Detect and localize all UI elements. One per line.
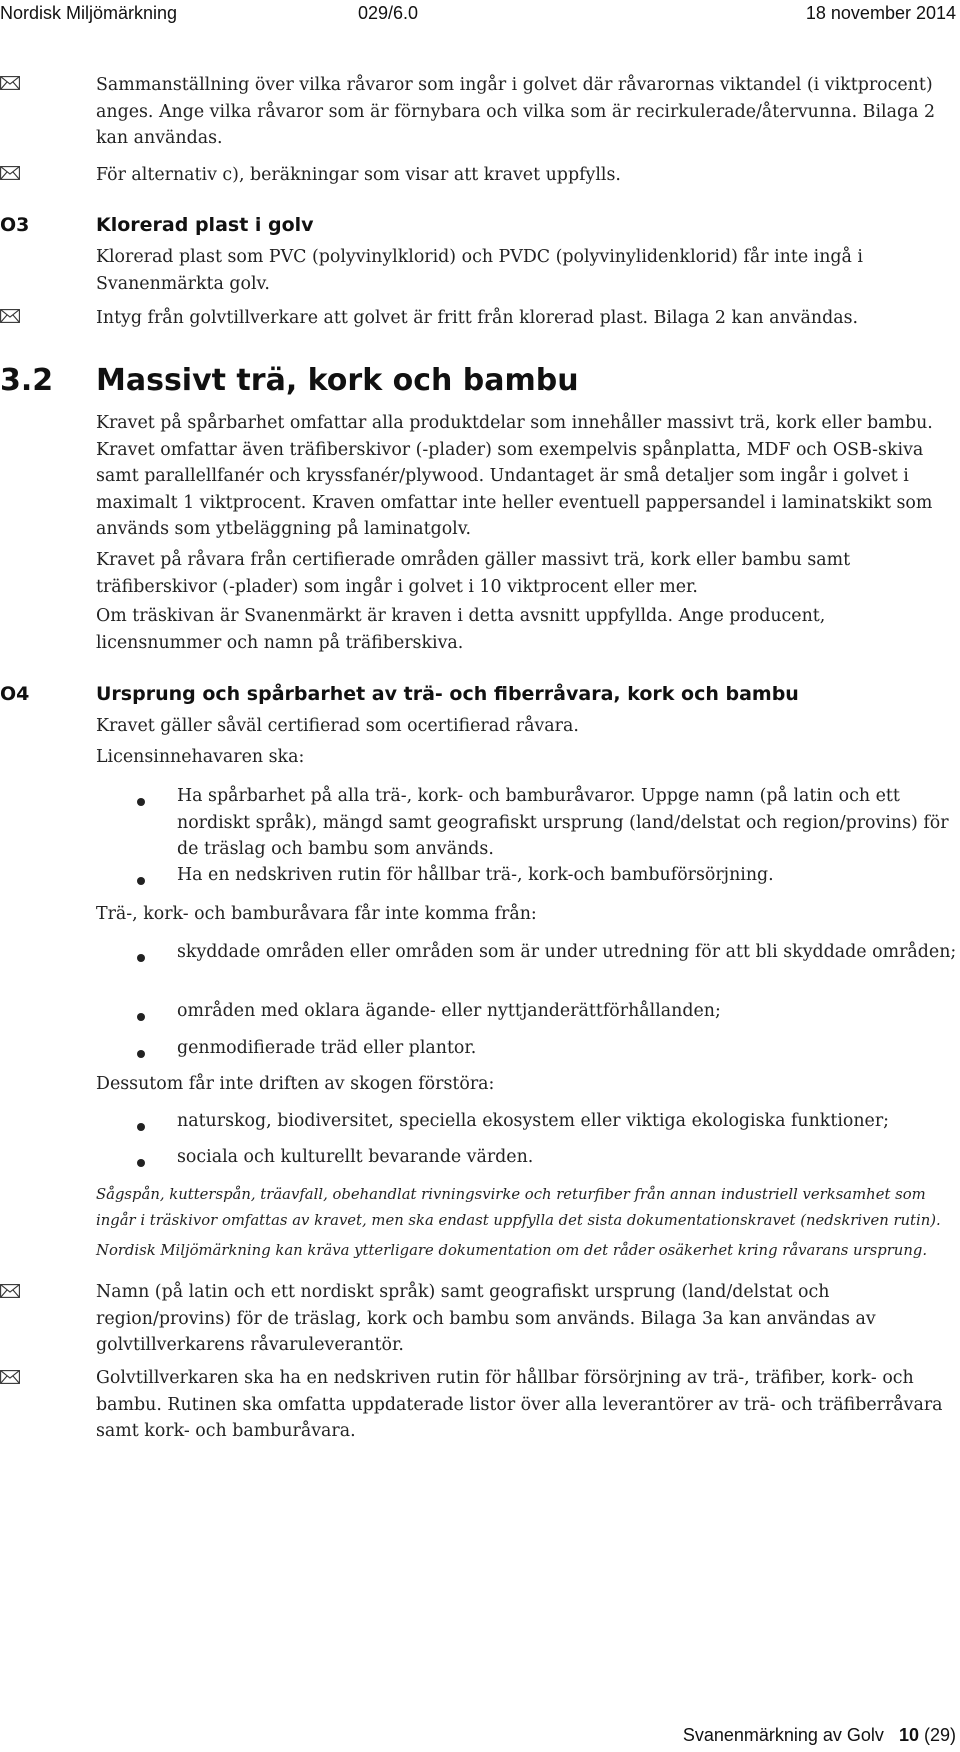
footer-page-total: (29): [923, 1725, 956, 1745]
header-organization: Nordisk Miljömärkning: [0, 3, 178, 23]
header-date: 18 november 2014: [805, 3, 956, 23]
section-paragraph: Kravet på spårbarhet omfattar alla produktdelar som innehåller massivt trä, kork eller bambu. Kravet omfattar även träfiberskivor (-plader) som exempelvis spånplatta, MDF och OSB-skiva samt parallellfanér och kryssfanér/plywood. Undantaget är små detaljer som ingår i golvet i maximalt 1 viktprocent. Kraven omfattar inte heller eventuell pappersandel i laminatskikt som används som ytbeläggning på laminatgolv.: [96, 413, 933, 539]
bullet-icon: [137, 954, 145, 962]
envelope-icon: [0, 76, 20, 90]
page-footer: [683, 1725, 956, 1746]
requirement-text: Klorerad plast som PVC (polyvinylklorid) och PVDC (polyvinylidenklorid) får inte ingå i Svanenmärkta golv.: [96, 247, 863, 294]
documentation-item: Sammanställning över vilka råvaror som ingår i golvet där råvarornas viktandel (i viktprocent) anges. Ange vilka råvaror som är förnybara och vilka som är recirkulerade/återvunna. Bilaga 2 kan användas.: [96, 75, 936, 148]
list-item: Ha spårbarhet på alla trä-, kork- och bamburåvaror. Uppge namn (på latin och ett nordiskt språk), mängd samt geografiskt ursprung (land/delstat och region/provins) för de träslag och bambu som används.: [177, 786, 949, 859]
italic-note: Sågspån, kutterspån, träavfall, obehandlat rivningsvirke och returfiber från annan industriell verksamhet som ingår i träskivor omfattas av kravet, men ska endast uppfylla det sista dokumentationskravet (nedskriven rutin).: [96, 1186, 941, 1229]
documentation-item: Intyg från golvtillverkare att golvet är fritt från klorerad plast. Bilaga 2 kan användas.: [96, 308, 859, 328]
section-paragraph: Kravet på råvara från certifierade områden gäller massivt trä, kork eller bambu samt träfiberskivor (-plader) som ingår i golvet i 10 viktprocent eller mer.: [96, 550, 851, 597]
section-paragraph: Om träskivan är Svanenmärkt är kraven i detta avsnitt uppfyllda. Ange producent, licensnummer och namn på träfiberskiva.: [96, 606, 826, 653]
bullet-icon: [137, 1159, 145, 1167]
bullet-icon: [137, 1123, 145, 1131]
requirement-id: O4: [0, 683, 30, 705]
footer-page-number: 10: [898, 1725, 919, 1745]
page-header: [0, 0, 960, 30]
documentation-item: Namn (på latin och ett nordiskt språk) samt geografiskt ursprung (land/delstat och region/provins) för de träslag, kork och bambu som används. Bilaga 3a kan användas av golvtillverkarens råvaruleverantör.: [96, 1282, 876, 1355]
list-item: genmodifierade träd eller plantor.: [177, 1038, 477, 1058]
bullet-icon: [137, 877, 145, 885]
list-item: områden med oklara ägande- eller nyttjanderättförhållanden;: [177, 1001, 721, 1021]
requirement-intro: Kravet gäller såväl certifierad som ocertifierad råvara.: [96, 716, 579, 736]
footer-document-name: Svanenmärkning av Golv: [682, 1725, 884, 1745]
requirement-id: O3: [0, 214, 30, 236]
bullet-icon: [137, 1050, 145, 1058]
bullet-icon: [137, 1013, 145, 1021]
section-number: 3.2: [0, 363, 54, 398]
list-label: Dessutom får inte driften av skogen förstöra:: [96, 1074, 495, 1094]
list-label: Licensinnehavaren ska:: [96, 747, 305, 767]
documentation-item: För alternativ c), beräkningar som visar att kravet uppfylls.: [96, 165, 621, 185]
header-document-id: 029/6.0: [358, 3, 419, 23]
envelope-icon: [0, 309, 20, 323]
list-item: Ha en nedskriven rutin för hållbar trä-, kork-och bambuförsörjning.: [177, 865, 774, 885]
list-item: sociala och kulturellt bevarande värden.: [177, 1147, 534, 1167]
bullet-icon: [137, 798, 145, 806]
italic-note: Nordisk Miljömärkning kan kräva ytterligare dokumentation om det råder osäkerhet kring råvarans ursprung.: [96, 1242, 928, 1259]
envelope-icon: [0, 1370, 20, 1384]
requirement-title: Ursprung och spårbarhet av trä- och fiberråvara, kork och bambu: [96, 683, 799, 705]
documentation-item: Golvtillverkaren ska ha en nedskriven rutin för hållbar försörjning av trä-, träfiber, kork- och bambu. Rutinen ska omfatta uppdaterade listor över alla leverantörer av trä- och träfiberråvara samt kork- och bamburåvara.: [96, 1368, 943, 1441]
requirement-title: Klorerad plast i golv: [96, 214, 314, 236]
envelope-icon: [0, 166, 20, 180]
envelope-icon: [0, 1284, 20, 1298]
list-item: skyddade områden eller områden som är under utredning för att bli skyddade områden;: [177, 942, 957, 962]
section-title: Massivt trä, kork och bambu: [96, 363, 579, 398]
list-label: Trä-, kork- och bamburåvara får inte komma från:: [96, 904, 537, 924]
list-item: naturskog, biodiversitet, speciella ekosystem eller viktiga ekologiska funktioner;: [177, 1111, 890, 1131]
